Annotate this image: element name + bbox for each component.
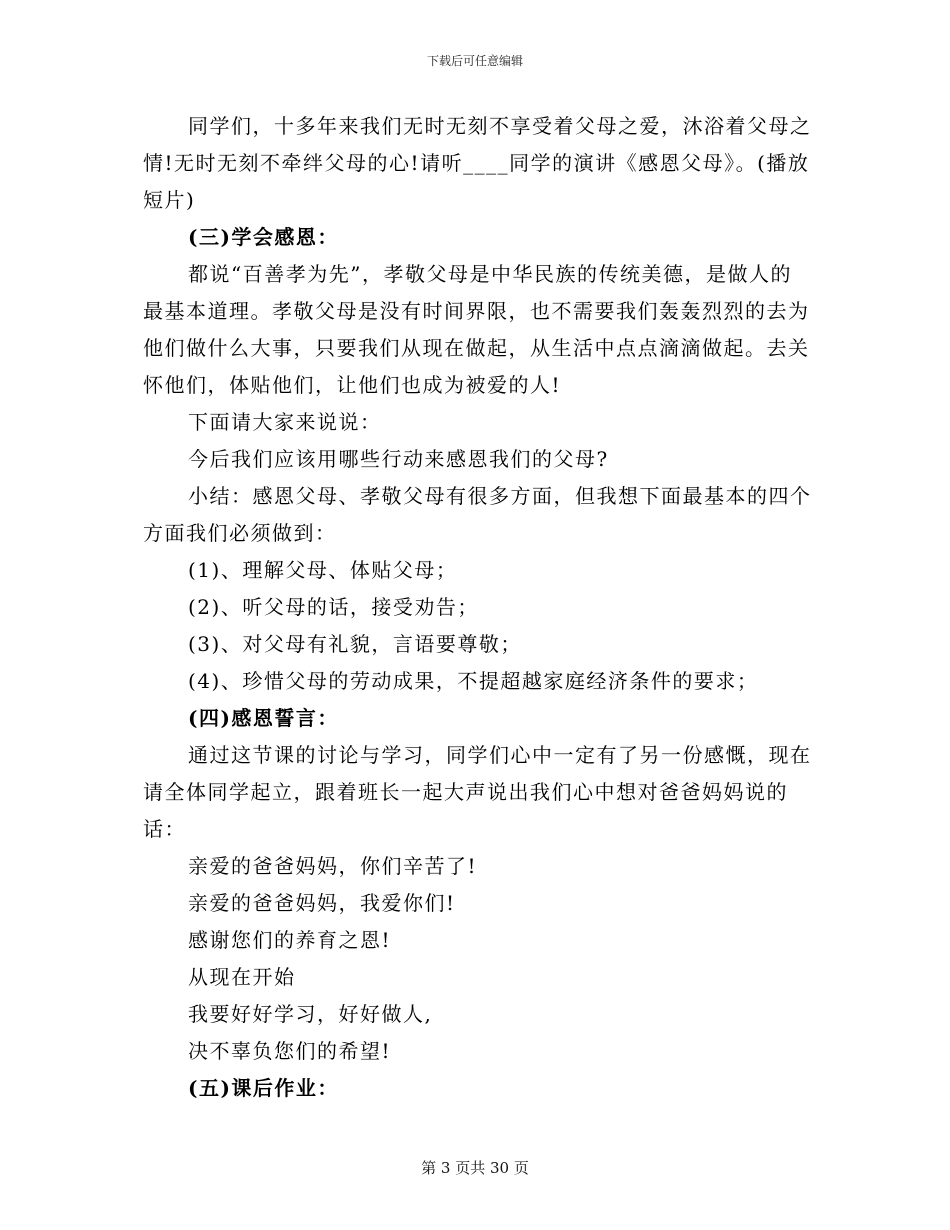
section-heading-3: (三)学会感恩： [188,225,339,249]
paragraph-intro: 同学们，十多年来我们无时无刻不享受着父母之爱，沐浴着父母之情!无时无刻不牵绊父母的心!请听____同学的演讲《感恩父母》。(播放短片) [143,114,812,212]
list-item-4: (4)、珍惜父母的劳动成果，不提超越家庭经济条件的要求； [188,669,759,693]
oath-line-1: 亲爱的爸爸妈妈，你们辛苦了! [188,854,478,878]
paragraph-oath-intro: 通过这节课的讨论与学习，同学们心中一定有了另一份感慨，现在请全体同学起立，跟着班长一起大声说出我们心中想对爸爸妈妈说的话： [143,743,812,841]
section-heading-4: (四)感恩誓言： [188,706,339,730]
oath-line-6: 决不辜负您们的希望! [188,1039,392,1063]
document-body [143,108,813,1107]
oath-line-5: 我要好好学习，好好做人, [188,1002,433,1026]
list-item-3: (3)、对父母有礼貌，言语要尊敬； [188,632,522,656]
paragraph-filial-piety: 都说“百善孝为先”，孝敬父母是中华民族的传统美德，是做人的最基本道理。孝敬父母是没有时间界限，也不需要我们轰轰烈烈的去为他们做什么大事，只要我们从现在做起，从生活中点点滴滴做起。去关怀他们，体贴他们，让他们也成为被爱的人! [143,262,810,397]
page-footer: 第 3 页共 30 页 [421,1159,529,1177]
list-item-2: (2)、听父母的话，接受劝告； [188,595,479,619]
paragraph-question: 今后我们应该用哪些行动来感恩我们的父母? [188,447,609,471]
paragraph-summary: 小结：感恩父母、孝敬父母有很多方面，但我想下面最基本的四个方面我们必须做到： [143,484,812,545]
list-item-1: (1)、理解父母、体贴父母； [188,558,458,582]
paragraph-discussion-prompt: 下面请大家来说说： [188,410,382,434]
oath-line-3: 感谢您们的养育之恩! [188,928,392,952]
section-heading-5: (五)课后作业： [188,1076,339,1100]
oath-line-4: 从现在开始 [188,965,296,989]
oath-line-2: 亲爱的爸爸妈妈，我爱你们! [188,891,456,915]
page-header: 下载后可任意编辑 [426,54,523,68]
